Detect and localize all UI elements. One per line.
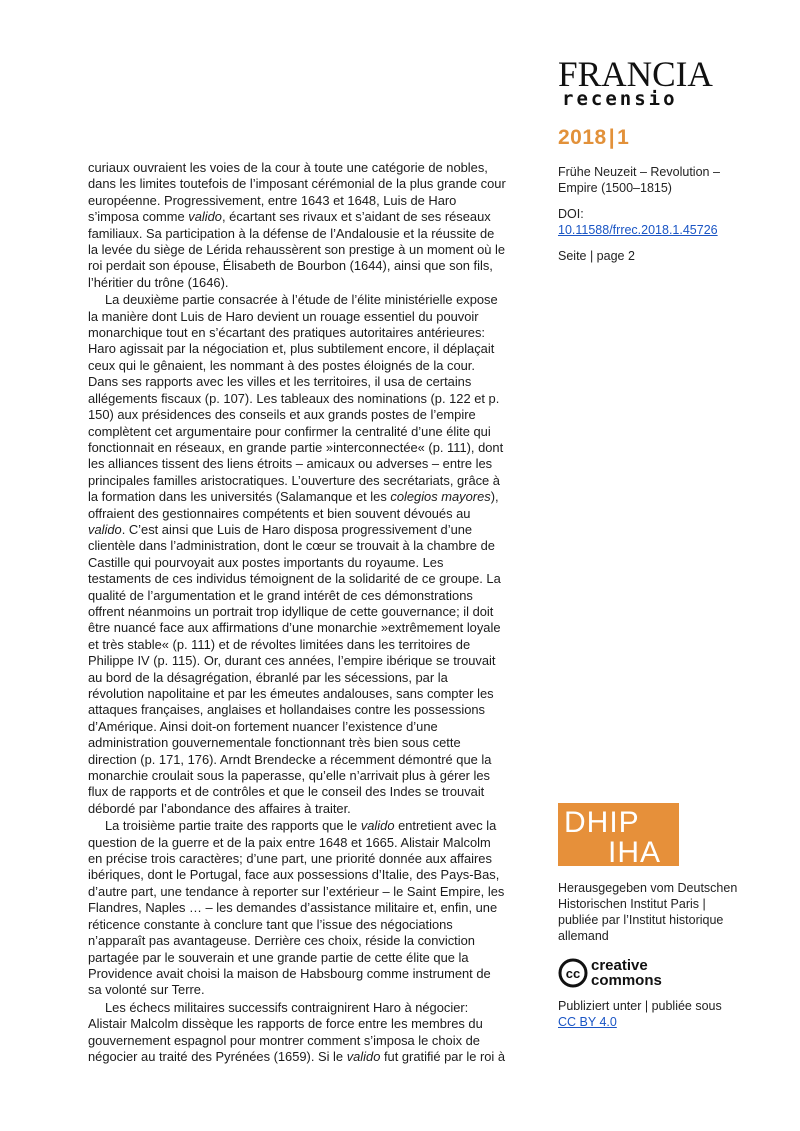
italic-term: valido: [360, 818, 395, 834]
paragraph-3: [88, 818, 506, 998]
license-link[interactable]: CC BY 4.0: [558, 1015, 617, 1029]
text-run: entretient avec la question de la guerre et de la paix entre 1648 et 1665. Alistair Malcolm en précise trois caractères; d’une part, une priorité donnée aux affaires ibériques, dont le Portugal, face aux possessions d’Italie, des Pays-Bas, d’autre part, une tendance à reporter sur l’extérieur – le Saint Empire, les Flandres, Naples … – les demandes d’assistance militaire et, enfin, une réticence constante à conclure tant que l’issue des négociations n’apparaît pas avantageuse. Derrière ces choix, réside la conviction partagée par le souverain et une grande partie de cette élite que la Providence avait choisi la maison de Habsbourg comme instrument de sa volonté sur Terre.: [88, 818, 505, 998]
italic-term: colegios mayores: [390, 489, 491, 505]
text-run: . C’est ainsi que Luis de Haro disposa progressivement d’une clientèle dans l’administration, dont le cœur se trouvait à la chambre de Castille qui pourvoyait aux postes importants du royaume. Les testaments de ces individus témoignent de la solidarité de ce groupe. La qualité de l’argumentation et le grand intérêt de ces démonstrations offrent néanmoins un portrait trop idyllique de cette gouvernance; il doit être nuancé face aux affirmations d’une monarchie »extrêmement loyale et très stable« (p. 111) et de révoltes limitées dans les territoires de Philippe IV (p. 115). Or, durant ces années, l’empire ibérique se trouvait au bord de la désagrégation, ébranlé par les sécessions, par la révolution napolitaine et par les émeutes andalouses, sans compter les attaques françaises, anglaises et hollandaises contre les possessions d’Amérique. Ainsi doit-on fortement nuancer l’existence d’une administration gouvernementale fonctionnant très bien sous cette direction (p. 171, 176). Arndt Brendecke a récemment démontré que la monarchie croulait sous la paperasse, qu’elle n’arrivait plus à gérer les flux de rapports et de contrôles et que le conseil des Indes se trouvait débordé par l’abondance des affaires à traiter.: [88, 521, 501, 816]
svg-text:creative: creative: [591, 957, 648, 974]
publisher-text: Herausgegeben vom Deutschen Historischen Institut Paris | publiée par l’Institut historique allemand: [558, 881, 738, 943]
dhip-iha-logo: [558, 803, 679, 866]
text-run: curiaux ouvraient les voies de la cour à toute une catégorie de nobles, dans les limites toutefois de l’imposant cérémonial de la plus grande cour européenne. Progressivement, entre 1643 et 1648, Luis de Haro s’imposa comme: [88, 160, 506, 225]
italic-term: valido: [346, 1048, 381, 1064]
francia-recensio-logo: [558, 54, 718, 110]
paragraph-2: [88, 292, 506, 817]
issue-number: 1: [617, 126, 630, 149]
paragraph-1: [88, 160, 506, 291]
text-run: , écartant ses rivaux et s’aidant de ses réseaux familiaux. Sa participation à la défense de l’Andalousie et la réussite de la levée du siège de Lérida rehaussèrent son prestige à un moment où le roi perdait son épouse, Élisabeth de Bourbon (1644), ainsi que son fils, l’héritier du trône (1646).: [88, 209, 506, 290]
paragraph-4: [88, 1000, 506, 1066]
issue-year: 2018: [558, 126, 607, 149]
text-run: ), offraient des gestionnaires compétents et bien souvent dévoués au: [88, 489, 499, 521]
creative-commons-logo: [558, 956, 688, 990]
issue-label: [558, 126, 629, 150]
article-body: [88, 160, 506, 1066]
sidebar-meta: [558, 164, 738, 274]
logo-francia-text: FRANCIA: [558, 54, 713, 94]
italic-term: valido: [88, 521, 122, 537]
doi-label: DOI:: [558, 207, 584, 221]
license-label: Publiziert unter | publiée sous: [558, 999, 722, 1013]
doi-block: [558, 206, 738, 238]
svg-text:DHIP: DHIP: [564, 806, 640, 839]
text-run: Les échecs militaires successifs contraignirent Haro à négocier: Alistair Malcolm dissèque les rapports de force entre les membres du gouvernement espagnol pour montrer comment s’imposa le choix de négocier au traité des Pyrénées (1659). Si le: [88, 999, 483, 1064]
text-run: fut gratifié par le roi à: [380, 1048, 506, 1064]
section-label: Frühe Neuzeit – Revolution – Empire (1500–1815): [558, 165, 720, 195]
text-run: La deuxième partie consacrée à l’étude de l’élite ministérielle expose la manière dont Luis de Haro devient un rouage essentiel du pouvoir monarchique tout en s’écartant des pratiques autoritaires antérieures: Haro agissait par la négociation et, plus subtilement encore, il déplaçait ceux qui le gênaient, les nommant à des postes éloignés de la cour. Dans ses rapports avec les villes et les territoires, il usa de certains allégements fiscaux (p. 107). Les tableaux des nominations (p. 122 et p. 150) aux présidences des conseils et aux grands postes de l’empire complètent cet argumentaire pour confirmer la centralité d’une élite qui fonctionnait en réseaux, en grande partie »interconnectée« (p. 111), dont les alliances tissent des liens étroits – amicaux ou adverses – entre les principales familles aristocratiques. L’ouverture des secrétariats, grâce à la formation dans les universités (Salamanque et les: [88, 292, 504, 505]
issue-separator: |: [608, 126, 616, 149]
doi-link[interactable]: 10.11588/frrec.2018.1.45726: [558, 223, 718, 237]
svg-text:IHA: IHA: [608, 836, 662, 866]
svg-text:commons: commons: [591, 972, 662, 989]
svg-text:cc: cc: [565, 966, 581, 981]
italic-term: valido: [188, 209, 222, 225]
page-label: Seite | page 2: [558, 249, 635, 263]
logo-recensio-text: recensio: [562, 88, 678, 110]
license-block: [558, 998, 738, 1030]
text-run: La troisième partie traite des rapports que le: [105, 818, 361, 834]
